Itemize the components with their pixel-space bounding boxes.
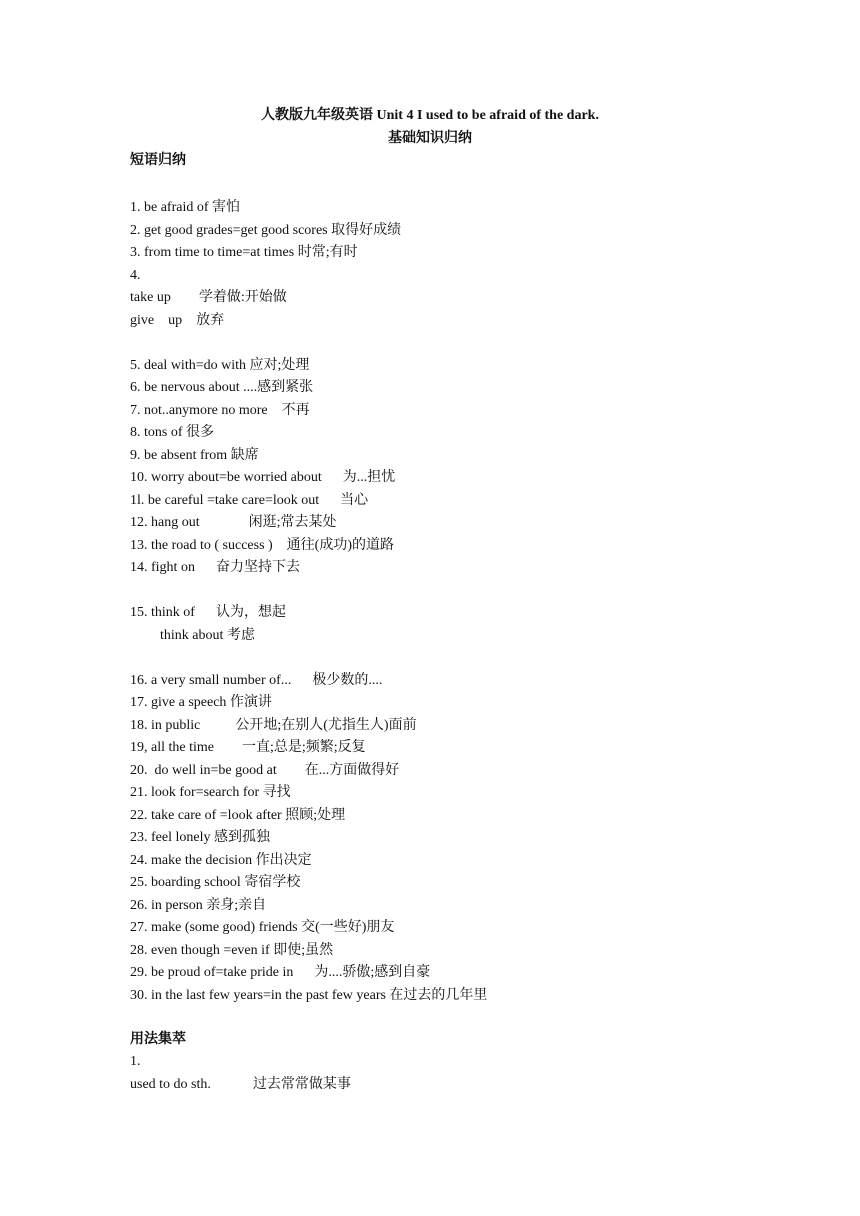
phrase-line: 15. think of 认为，想起 (130, 605, 286, 620)
phrase-line: 1l. be careful =take care=look out 当心 (130, 492, 369, 508)
phrase-line: 26. in person 亲身;亲自 (130, 897, 267, 913)
phrase-line: 17. give a speech 作演讲 (130, 695, 272, 710)
phrase-line: 3. from time to time=at times 时常;有时 (130, 245, 358, 260)
phrase-line: 8. tons of 很多 (130, 425, 214, 440)
phrase-line: 30. in the last few years=in the past few years 在过去的几年里 (130, 987, 488, 1003)
phrase-line: 13. the road to ( success ) 通往(成功)的道路 (130, 537, 395, 553)
phrase-line: 27. make (some good) friends 交(一些好)朋友 (130, 920, 395, 935)
phrase-line: 9. be absent from 缺席 (130, 447, 259, 463)
phrase-line: think about 考虑 (160, 627, 255, 643)
phrase-line: take up 学着做:开始做 (130, 290, 287, 305)
phrase-line: 22. take care of =look after 照顾;处理 (130, 807, 346, 823)
phrase-line: 2. get good grades=get good scores 取得好成绩 (130, 222, 402, 238)
phrase-line: 1. be afraid of 害怕 (130, 200, 241, 215)
phrase-line: 29. be proud of=take pride in 为....骄傲;感到自豪 (130, 965, 431, 980)
document-title: 人教版九年级英语 Unit 4 I used to be afraid of the dark. (261, 108, 599, 123)
phrase-list (130, 197, 770, 1007)
phrase-line: 12. hang out 闲逛;常去某处 (130, 515, 337, 530)
phrase-line: 23. feel lonely 感到孤独 (130, 830, 270, 845)
section-heading-phrases: 短语归纳 (130, 153, 186, 168)
document-subtitle: 基础知识归纳 (388, 131, 472, 146)
usage-line: used to do sth. 过去常常做某事 (130, 1076, 351, 1092)
phrase-line: 10. worry about=be worried about 为...担忧 (130, 470, 396, 485)
usage-line: 1. (130, 1054, 141, 1069)
phrase-line: 28. even though =even if 即使;虽然 (130, 942, 334, 958)
phrase-line: 18. in public 公开地;在别人(尤指生人)面前 (130, 717, 417, 733)
phrase-line: 14. fight on 奋力坚持下去 (130, 560, 300, 575)
phrase-line: 21. look for=search for 寻找 (130, 785, 291, 800)
blank-line (130, 647, 770, 670)
phrase-line: 20. do well in=be good at 在...方面做得好 (130, 762, 400, 778)
blank-line (130, 332, 770, 355)
phrase-line: 5. deal with=do with 应对;处理 (130, 357, 310, 373)
section-heading-usage: 用法集萃 (130, 1032, 186, 1047)
phrase-line: 16. a very small number of... 极少数的.... (130, 672, 383, 688)
phrase-line: 24. make the decision 作出决定 (130, 852, 312, 868)
phrase-line: 19, all the time 一直;总是;频繁;反复 (130, 740, 366, 755)
phrase-line: 25. boarding school 寄宿学校 (130, 875, 301, 890)
phrase-line: 7. not..anymore no more 不再 (130, 402, 310, 418)
phrase-line: 6. be nervous about ....感到紧张 (130, 380, 314, 395)
usage-list (130, 1051, 770, 1096)
blank-line (130, 580, 770, 603)
phrase-line: 4. (130, 267, 141, 283)
phrase-line: give up 放弃 (130, 312, 225, 328)
